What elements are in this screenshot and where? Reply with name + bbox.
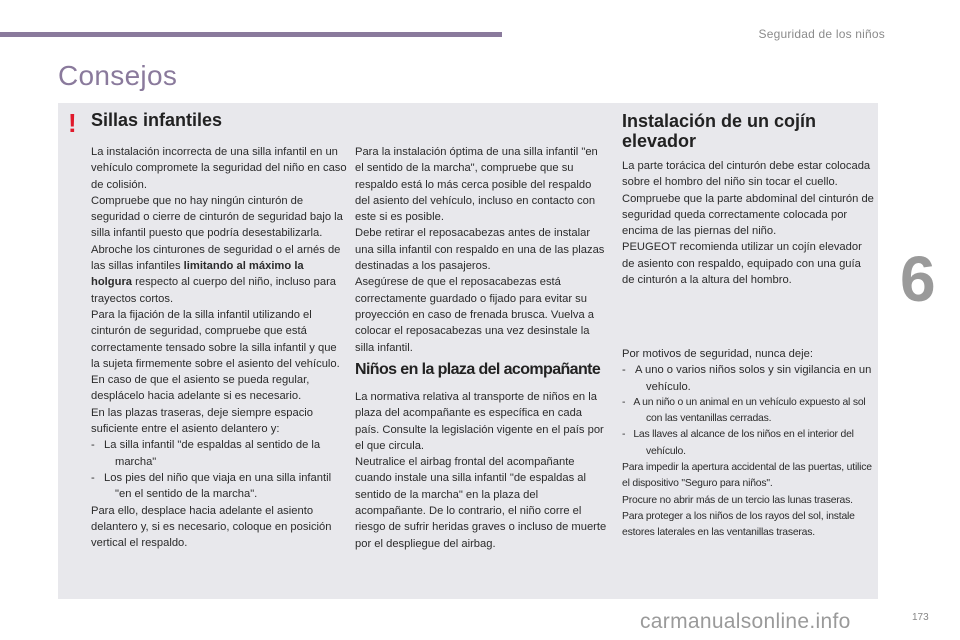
column-1-text <box>91 144 347 551</box>
paragraph <box>91 242 347 307</box>
column-3-text <box>622 158 874 288</box>
paragraph: Compruebe que la parte abdominal del cinturón de seguridad queda correctamente colocada por encima de las piernas del niño. <box>622 192 874 238</box>
paragraph: Debe retirar el reposacabezas antes de instalar una silla infantil con respaldo en una de las plazas destinadas a los pasajeros. <box>355 227 605 273</box>
paragraph: Asegúrese de que el reposacabezas está correctamente guardado o fijado para evitar su proyección en caso de frenada brusca. Vuelva a colocar el reposacabezas una vez desinstale la silla infantil. <box>355 276 595 354</box>
heading-cojin-elevador: Instalación de un cojín elevador <box>622 111 817 151</box>
chapter-number: 6 <box>900 243 936 315</box>
list-item: - A uno o varios niños solos y sin vigilancia en un vehículo. <box>622 364 872 393</box>
paragraph: Para proteger a los niños de los rayos del sol, instale estores laterales en las ventanillas traseras. <box>622 510 855 539</box>
column-2-text <box>355 144 607 356</box>
warning-icon: ! <box>68 108 77 138</box>
paragraph: Para la instalación óptima de una silla infantil "en el sentido de la marcha", compruebe que su respaldo está lo más cerca posible del respaldo del asiento del vehículo, incluso en contacto con este si es posible. <box>355 146 598 224</box>
paragraph: Neutralice el airbag frontal del acompañante cuando instale una silla infantil "de espaldas al sentido de la marcha" en la plaza del acompañante. De lo contrario, el niño corre el riesgo de sufrir heridas graves o incluso de muerte por el despliegue del airbag. <box>355 456 607 550</box>
paragraph: Compruebe que no hay ningún cinturón de seguridad o cierre de cinturón de seguridad bajo la silla infantil puesto que podría desestabilizarla. <box>91 194 343 240</box>
list-item: - Las llaves al alcance de los niños en el interior del vehículo. <box>622 429 854 457</box>
list-item: - Los pies del niño que viaja en una silla infantil "en el sentido de la marcha". <box>91 471 332 501</box>
paragraph: La instalación incorrecta de una silla infantil en un vehículo compromete la seguridad del niño en caso de colisión. <box>91 146 347 191</box>
paragraph: En las plazas traseras, deje siempre espacio suficiente entre el asiento delantero y: <box>91 406 313 436</box>
text-run: Abroche los cinturones de seguridad o el arnés de las sillas infantiles <box>91 243 341 273</box>
paragraph: Para ello, desplace hacia adelante el asiento delantero y, si es necesario, coloque en posición vertical el respaldo. <box>91 504 332 550</box>
text-run: respecto al cuerpo del niño, incluso para trayectos cortos. <box>91 276 337 305</box>
paragraph: Procure no abrir más de un tercio las lunas traseras. <box>622 494 853 506</box>
paragraph: PEUGEOT recomienda utilizar un cojín elevador de asiento con respaldo, equipado con una guía de cinturón a la altura del hombro. <box>622 241 862 287</box>
paragraph: Para impedir la apertura accidental de las puertas, utilice el dispositivo "Seguro para niños". <box>622 462 872 490</box>
paragraph: Para la fijación de la silla infantil utilizando el cinturón de seguridad, compruebe que está correctamente tensado sobre la silla infantil y que la sujeta firmemente sobre el asiento del vehículo. En caso de que el asiento se pueda regular, desplácelo hacia adelante si es necesario. <box>91 308 340 403</box>
header-accent-bar <box>0 32 502 37</box>
list-item: - La silla infantil "de espaldas al sentido de la marcha" <box>91 439 321 468</box>
heading-ninos-plaza-acompanante: Niños en la plaza del acompañante <box>355 361 601 378</box>
paragraph: La parte torácica del cinturón debe estar colocada sobre el hombro del niño sin tocar el cuello. <box>622 160 871 189</box>
heading-sillas-infantiles: Sillas infantiles <box>91 110 223 130</box>
column-2-lower-text <box>355 389 607 552</box>
column-3-lower-text <box>622 346 874 542</box>
emphasis-text: limitando al máximo la holgura <box>91 260 304 289</box>
page-number: 173 <box>912 612 929 623</box>
paragraph: Por motivos de seguridad, nunca deje: <box>622 348 813 360</box>
section-header: Seguridad de los niños <box>758 27 885 41</box>
paragraph: La normativa relativa al transporte de niños en la plaza del acompañante es específica en cada país. Consulte la legislación vigente en el país por el que circula. <box>355 391 604 452</box>
watermark: carmanualsonline.info <box>640 610 851 633</box>
page-title: Consejos <box>58 60 178 91</box>
list-item: - A un niño o un animal en un vehículo expuesto al sol con las ventanillas cerradas. <box>622 396 866 425</box>
